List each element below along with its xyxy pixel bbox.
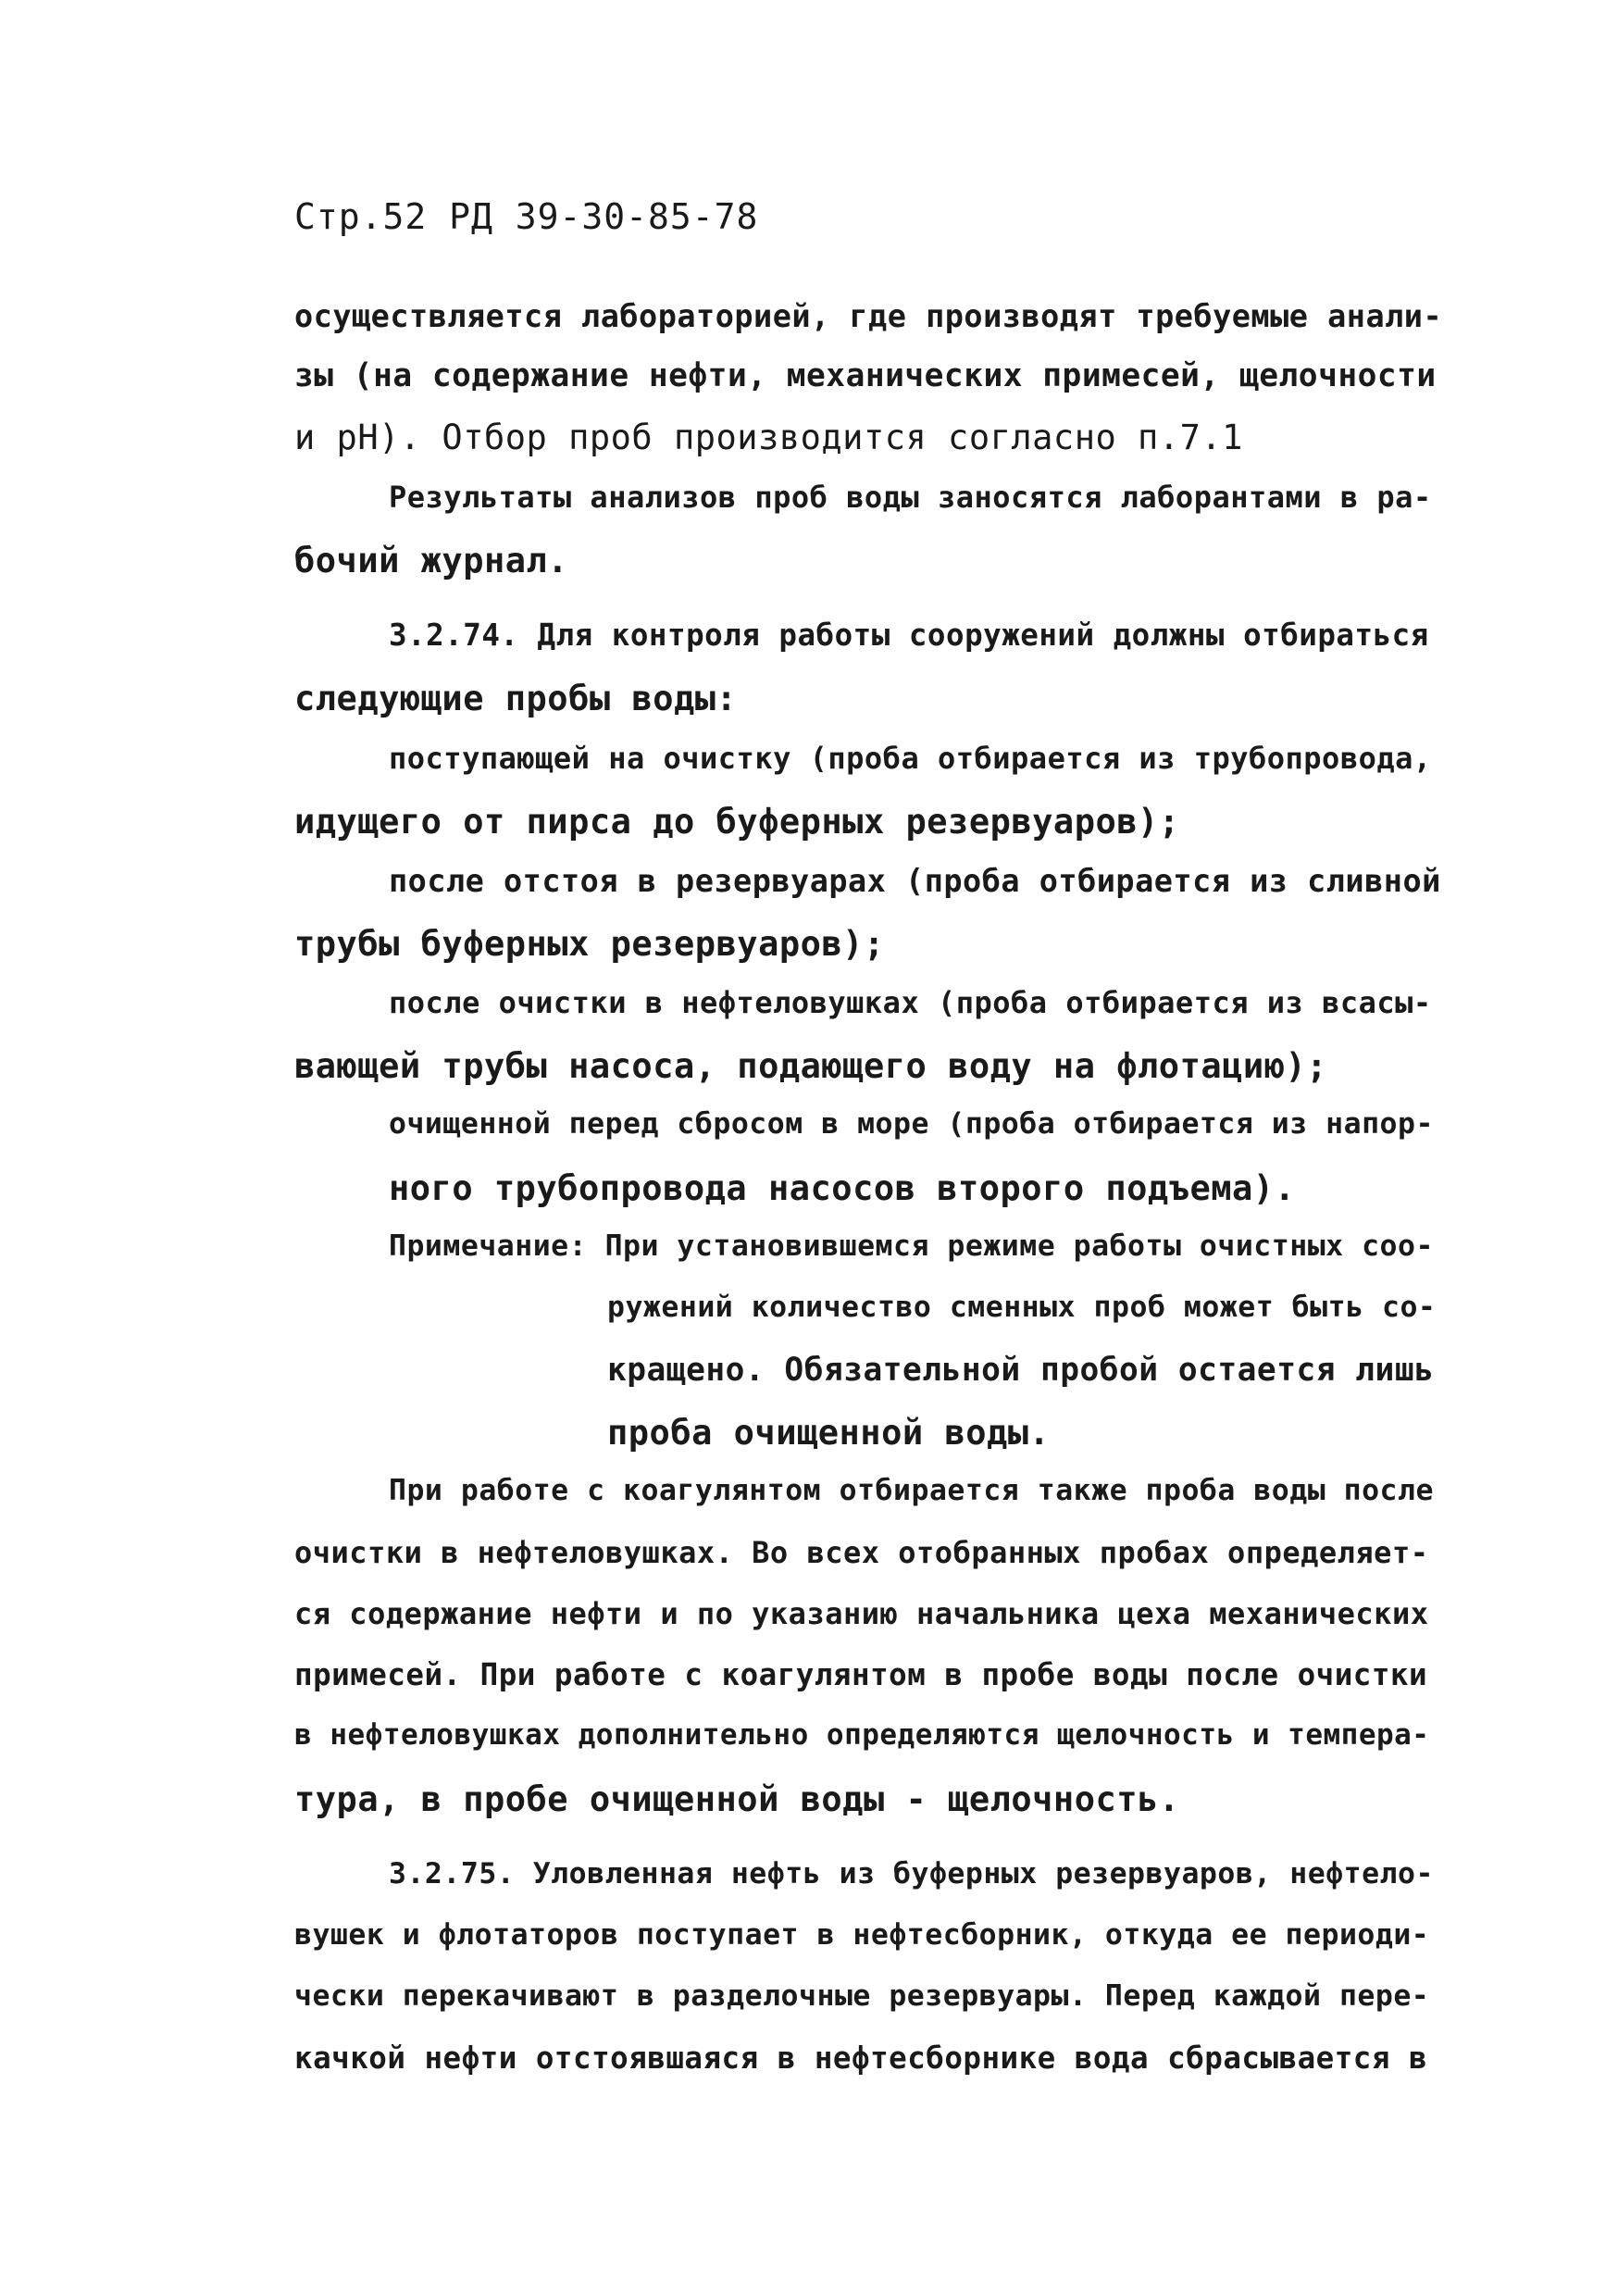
note-line: кращено. Обязательной пробой остается лишь	[607, 1352, 1435, 1389]
text-line: При работе с коагулянтом отбирается также проба воды после	[389, 1474, 1434, 1507]
text-line: качкой нефти отстоявшаяся в нефтесборнике вода сбрасывается в	[294, 2040, 1428, 2076]
text-line: осуществляется лабораторией, где производят требуемые анали-	[294, 298, 1443, 334]
text-line: ся содержание нефти и по указанию начальника цеха механических	[294, 1596, 1429, 1631]
text-line: идущего от пирса до буферных резервуаров);	[294, 802, 1180, 842]
text-line: поступающей на очистку (проба отбирается из трубопровода,	[389, 741, 1432, 776]
text-line: Результаты анализов проб воды заносятся лаборантами в ра-	[389, 480, 1432, 515]
text-line: вающей трубы насоса, подающего воду на флотацию);	[294, 1046, 1328, 1086]
text-line: следующие пробы воды:	[294, 679, 738, 718]
page-header: Стр.52 РД 39-30-85-78	[294, 196, 759, 237]
text-line: бочий журнал.	[294, 541, 569, 580]
text-line: 3.2.74. Для контроля работы сооружений должны отбираться	[389, 618, 1429, 653]
text-line: ного трубопровода насосов второго подъема).	[389, 1168, 1296, 1208]
text-line: и рН). Отбор проб производится согласно п.7.1	[294, 418, 1243, 457]
text-line: в нефтеловушках дополнительно определяются щелочность и темпера-	[294, 1718, 1430, 1752]
text-line: чески перекачивают в разделочные резервуары. Перед каждой пере-	[294, 1979, 1430, 2013]
text-line: зы (на содержание нефти, механических примесей, щелочности	[294, 357, 1437, 394]
text-line: тура, в пробе очищенной воды - щелочность.	[294, 1779, 1180, 1819]
note-line: Примечание: При установившемся режиме работы очистных соо-	[389, 1229, 1434, 1263]
note-line: проба очищенной воды.	[607, 1413, 1051, 1453]
text-line: вушек и флотаторов поступает в нефтесборник, откуда ее периоди-	[294, 1918, 1430, 1952]
text-line: очистки в нефтеловушках. Во всех отобранных пробах определяет-	[294, 1535, 1429, 1570]
note-line: ружений количество сменных проб может быть со-	[607, 1291, 1437, 1324]
text-line: трубы буферных резервуаров);	[294, 924, 885, 964]
text-line: 3.2.75. Уловленная нефть из буферных резервуаров, нефтело-	[389, 1857, 1434, 1890]
text-line: примесей. При работе с коагулянтом в пробе воды после очистки	[294, 1657, 1428, 1692]
text-line: после очистки в нефтеловушках (проба отбирается из всасы-	[389, 985, 1432, 1020]
text-line: после отстоя в резервуарах (проба отбирается из сливной	[389, 863, 1441, 899]
text-line: очищенной перед сбросом в море (проба отбирается из напор-	[389, 1107, 1434, 1141]
